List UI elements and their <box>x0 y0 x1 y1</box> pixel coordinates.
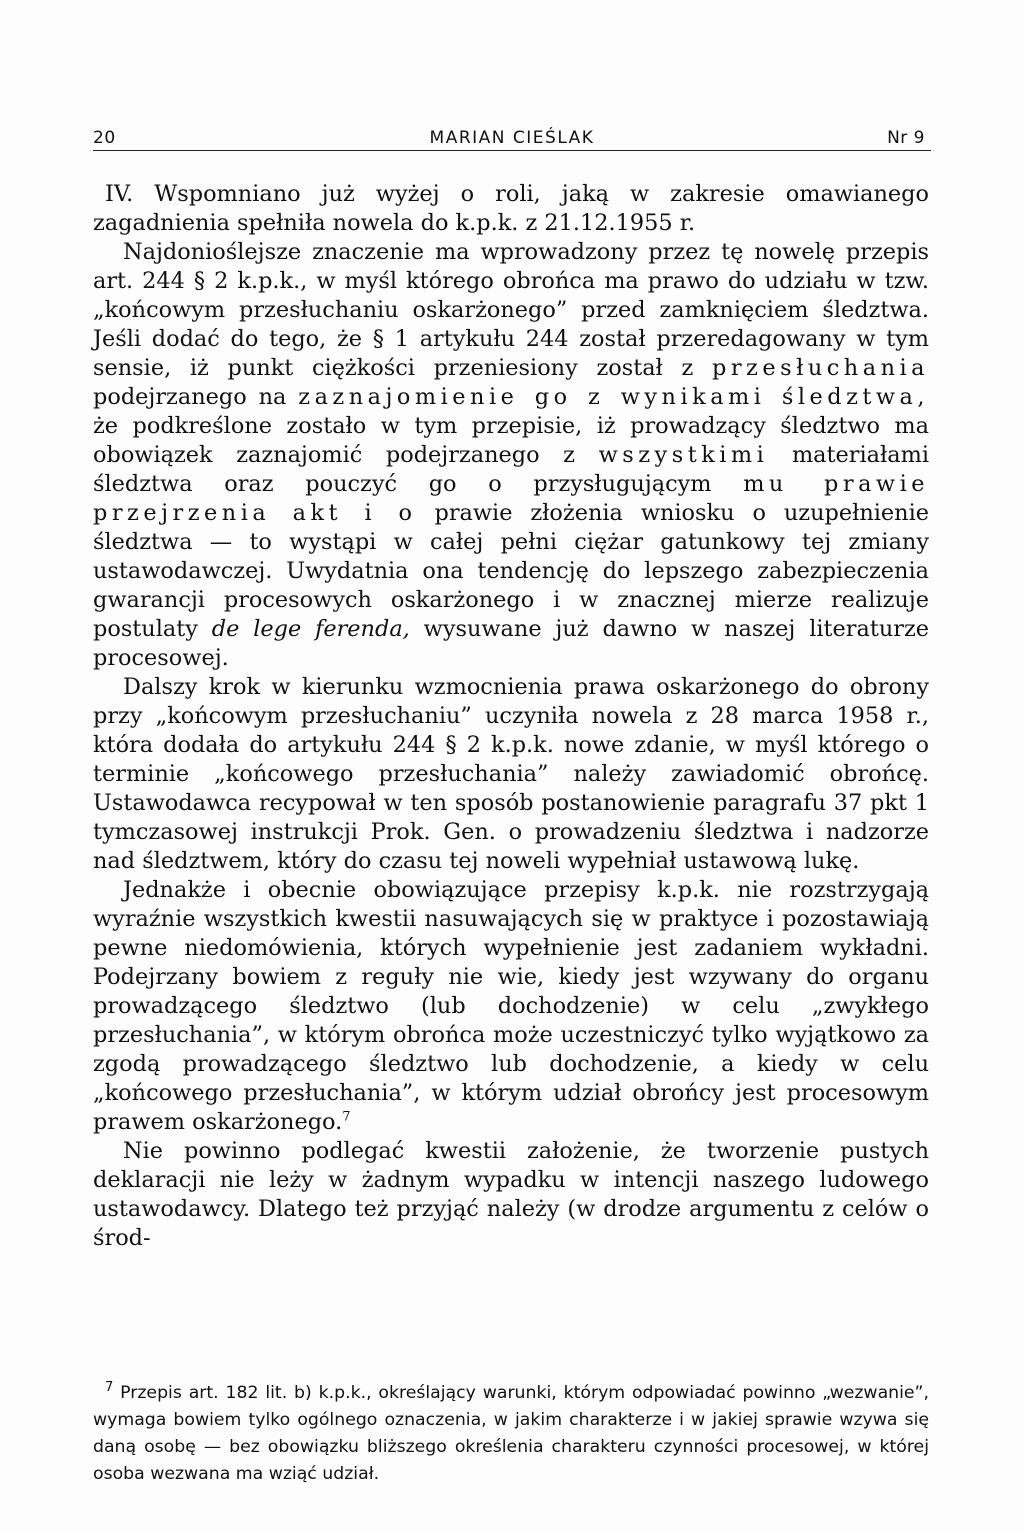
paragraph-text: Nie powinno podlegać kwestii założenie, że tworzenie pustych deklaracji nie leży w żadnym wypadku w intencji naszego ludowego ustawodawcy. Dlatego też przyjąć należy (w drodze argumentu z celów o środ- <box>93 1138 929 1251</box>
paragraph-text: Najdonioślejsze znaczenie ma wprowadzony przez tę nowelę przepis art. 244 § 2 k.p.k., w myśl którego obrońca ma prawo do udziału w tzw. „końcowym przesłuchaniu oskarżonego” przed zamknięciem śledztwa. Jeśli dodać do tego, że § 1 artykułu 244 został przeredagowany w tym sensie, iż punkt ciężkości przeniesiony został z <box>93 239 929 381</box>
emphasis-spaced-text: wszystkimi <box>598 442 769 468</box>
body-text <box>93 180 929 1253</box>
footnote-7 <box>93 1380 929 1488</box>
paragraph-text: prawie złożenia wniosku o uzupełnienie śledztwa — to wystąpi w całej pełni ciężar gatunkowy tej zmiany ustawodawczej. Uwydatnia ona tendencję do lepszego zabezpieczenia gwarancji procesowych oskarżonego i w znacznej mierze realizuje postulaty <box>93 500 929 642</box>
paragraph-niedomowienia <box>93 876 929 1137</box>
paragraph-section-iv <box>93 180 929 238</box>
footnote-text: Przepis art. 182 lit. b) k.p.k., określający warunki, którym odpowiadać powinno „wezwanie”, wymaga bowiem tylko ogólnego oznaczenia, w jakim charakterze i w jakiej sprawie wzywa się daną osobę — bez obowiązku bliższego określenia charakteru czynności procesowej, w której osoba wezwana ma wziąć udział. <box>93 1383 929 1484</box>
running-header <box>93 116 931 151</box>
footnote-reference[interactable]: 7 <box>342 1109 351 1125</box>
footnote-number: 7 <box>105 1380 114 1396</box>
paragraph-text: Jednakże i obecnie obowiązujące przepisy k.p.k. nie rozstrzygają wyraźnie wszystkich kwestii nasuwających się w praktyce i pozostawiają pewne niedomówienia, których wypełnienie jest zadaniem wykładni. Podejrzany bowiem z reguły nie wie, kiedy jest wzywany do organu prowadzącego śledztwo (lub dochodzenie) w celu „zwykłego przesłuchania”, w którym obrońca może uczestniczyć tylko wyjątkowo za zgodą prowadzącego śledztwo lub dochodzenie, a kiedy w celu „końcowego przesłuchania”, w którym udział obrońcy jest procesowym prawem oskarżonego. <box>93 877 929 1135</box>
emphasis-spaced-text: przesłuchania <box>712 355 930 381</box>
paragraph-text: IV. Wspomniano już wyżej o roli, jaką w zakresie omawianego zagadnienia spełniła nowela do k.p.k. z 21.12.1955 r. <box>93 181 929 236</box>
emphasis-spaced-text: mu prawie przejrzenia akt i o <box>93 471 930 526</box>
paragraph-text: materiałami śledztwa oraz pouczyć go o przysługującym <box>93 442 929 497</box>
paragraph-text: Dalszy krok w kierunku wzmocnienia prawa oskarżonego do obrony przy „końcowym przesłuchaniu” uczyniła nowela z 28 marca 1958 r., która dodała do artykułu 244 § 2 k.p.k. nowe zdanie, w myśl którego o terminie „końcowego przesłuchania” należy zawiadomić obrońcę. Ustawodawca recypował w ten sposób postanowienie paragrafu 37 pkt 1 tymczasowej instrukcji Prok. Gen. o prowadzeniu śledztwa i nadzorze nad śledztwem, który do czasu tej noweli wypełniał ustawową lukę. <box>93 674 929 874</box>
paragraph-text: podejrzanego na <box>93 384 287 410</box>
paragraph-deklaracje <box>93 1137 929 1253</box>
paragraph-text: że podkreślone zostało w tym przepisie, iż prowadzący śledztwo ma obowiązek zaznajomić podejrzanego z <box>93 413 929 468</box>
paragraph-nowela-1958 <box>93 673 929 876</box>
issue-number: Nr 9 <box>887 128 925 148</box>
paragraph-art-244 <box>93 238 929 673</box>
page-number: 20 <box>93 128 116 148</box>
emphasis-spaced-text: zaznajomienie go z wynikami śledztwa, <box>298 384 930 410</box>
italic-latin-phrase: de lege ferenda, <box>211 616 410 642</box>
paragraph-text: wysuwane już dawno w naszej literaturze procesowej. <box>93 616 929 671</box>
running-head-author: MARIAN CIEŚLAK <box>429 128 595 148</box>
